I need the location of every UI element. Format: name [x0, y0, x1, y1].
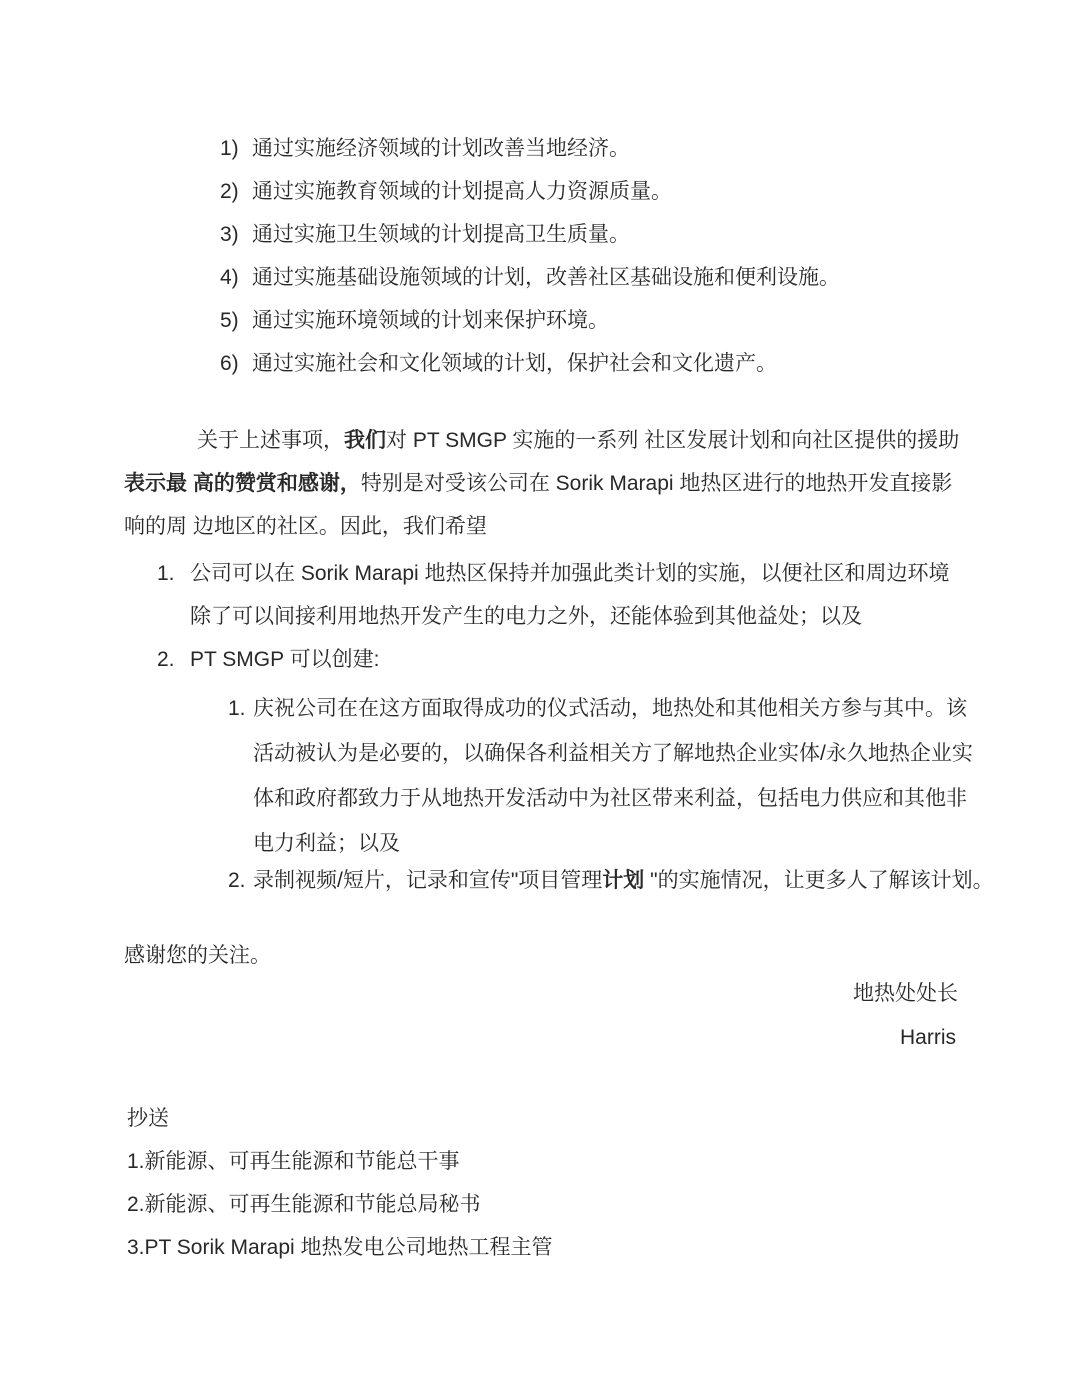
goal-marker: 3) — [220, 223, 239, 246]
goal-item — [220, 256, 840, 299]
goal-marker: 5) — [220, 309, 239, 332]
sub-request-line: 电力利益；以及 — [253, 832, 400, 855]
request-text — [190, 552, 950, 638]
sub-request-marker: 2. — [228, 869, 246, 892]
sub-request-item — [228, 858, 994, 903]
paragraph-text: 对 PT SMGP 实施的一系列 社区发展计划和向社区提供的援助 — [386, 429, 960, 452]
sub-request-segment: 录制视频/短片，记录和宣传"项目管理 — [253, 869, 603, 892]
goal-marker: 4) — [220, 266, 239, 289]
paragraph-text: 关于上述事项， — [197, 429, 344, 452]
sub-request-item — [228, 686, 973, 866]
cc-item: 2.新能源、可再生能源和节能总局秘书 — [127, 1193, 481, 1216]
paragraph-text: 特别是对受该公司在 Sorik Marapi 地热区进行的地热开发直接影 — [360, 472, 953, 495]
sub-request-row — [228, 858, 994, 903]
signature-title: 地热处处长 — [853, 982, 958, 1005]
goal-text: 通过实施经济领域的计划改善当地经济。 — [252, 137, 630, 160]
goal-item — [220, 127, 840, 170]
request-item — [157, 638, 950, 681]
sub-request-line: 活动被认为是必要的，以确保各利益相关方了解地热企业实体/永久地热企业实 — [253, 742, 973, 765]
paragraph-text-bold: 表示最 高的赞赏和感谢， — [124, 472, 361, 495]
goal-marker: 2) — [220, 180, 239, 203]
paragraph-text: 响的周 边地区的社区。因此，我们希望 — [124, 515, 487, 538]
sub-request-text — [253, 686, 973, 866]
request-list — [157, 552, 950, 681]
goal-text: 通过实施教育领域的计划提高人力资源质量。 — [252, 180, 672, 203]
goal-item — [220, 342, 840, 385]
goal-marker: 1) — [220, 137, 239, 160]
paragraph-text-bold: 我们 — [344, 429, 386, 452]
paragraph-line — [124, 505, 959, 548]
goal-text: 通过实施基础设施领域的计划，改善社区基础设施和便利设施。 — [252, 266, 840, 289]
sub-request-line: 庆祝公司在在这方面取得成功的仪式活动，地热处和其他相关方参与其中。该 — [253, 697, 967, 720]
goal-item — [220, 170, 840, 213]
goal-marker: 6) — [220, 352, 239, 375]
goal-item — [220, 213, 840, 256]
request-marker: 1. — [157, 562, 175, 585]
paragraph-line — [124, 419, 959, 462]
request-item — [157, 552, 950, 638]
request-line: 公司可以在 Sorik Marapi 地热区保持并加强此类计划的实施，以便社区和周边环境 — [190, 562, 950, 585]
goal-item — [220, 299, 840, 342]
goal-list — [220, 127, 840, 385]
cc-block — [127, 1097, 553, 1269]
goal-text: 通过实施社会和文化领域的计划，保护社会和文化遗产。 — [252, 352, 777, 375]
cc-item: 3.PT Sorik Marapi 地热发电公司地热工程主管 — [127, 1236, 553, 1259]
cc-label: 抄送 — [127, 1107, 169, 1130]
sub-request-line: 体和政府都致力于从地热开发活动中为社区带来利益，包括电力供应和其他非 — [253, 787, 967, 810]
sub-request-segment: "的实施情况，让更多人了解该计划。 — [644, 869, 994, 892]
signature-name: Harris — [900, 1026, 956, 1049]
goal-text: 通过实施卫生领域的计划提高卫生质量。 — [252, 223, 630, 246]
request-line: 除了可以间接利用地热开发产生的电力之外，还能体验到其他益处；以及 — [190, 605, 862, 628]
closing-line: 感谢您的关注。 — [124, 944, 271, 967]
cc-item: 1.新能源、可再生能源和节能总干事 — [127, 1150, 460, 1173]
sub-request-segment-bold: 计划 — [602, 869, 645, 892]
request-text: PT SMGP 可以创建: — [190, 648, 380, 671]
sub-request-row — [228, 686, 973, 866]
sub-request-text — [253, 858, 994, 903]
sub-request-marker: 1. — [228, 697, 246, 720]
body-paragraph — [124, 419, 959, 548]
request-marker: 2. — [157, 648, 175, 671]
paragraph-line — [124, 462, 959, 505]
goal-text: 通过实施环境领域的计划来保护环境。 — [252, 309, 609, 332]
